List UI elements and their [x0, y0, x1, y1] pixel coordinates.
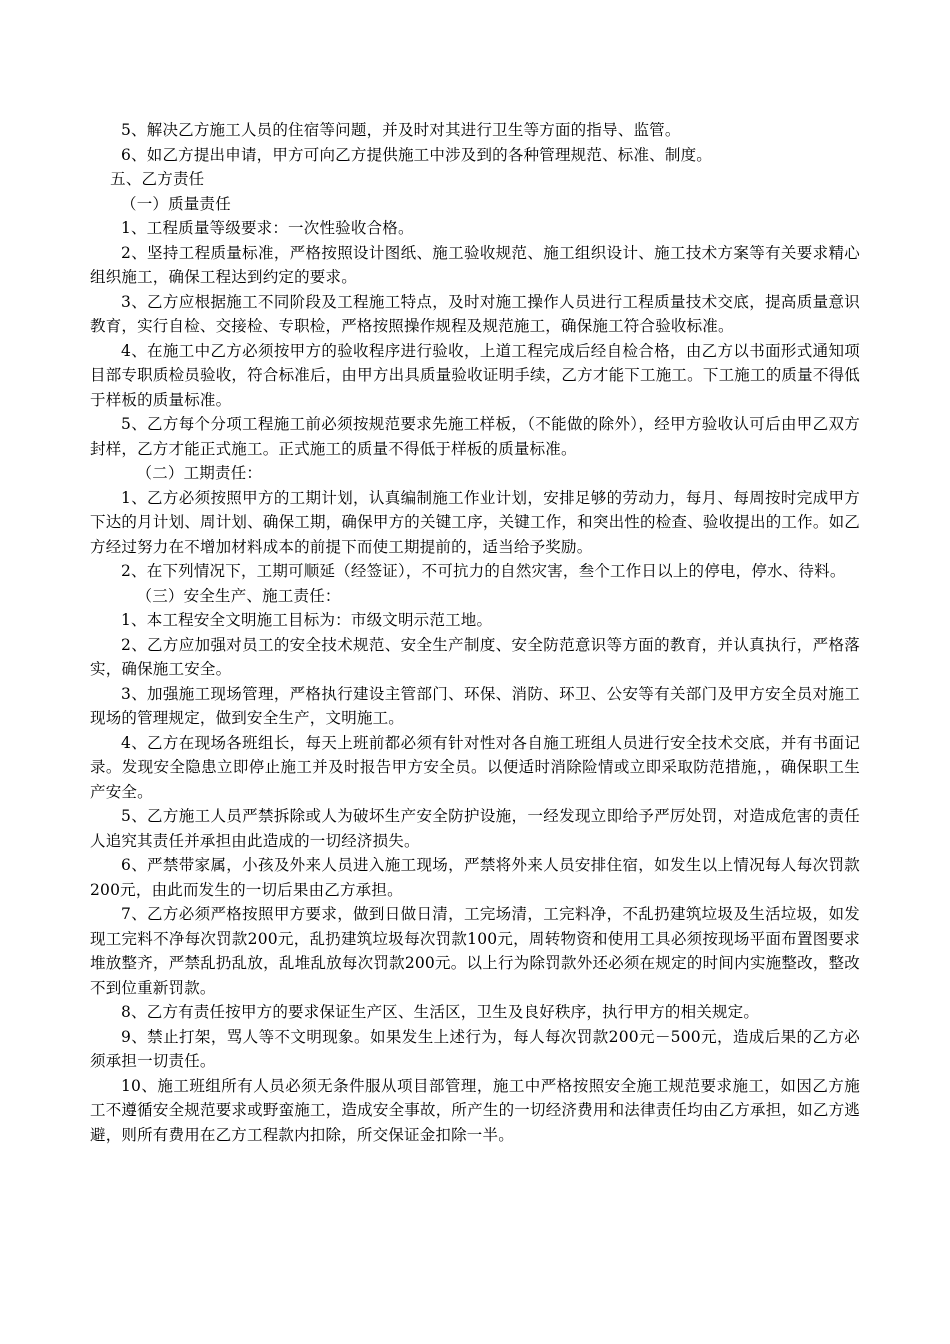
paragraph: 8、乙方有责任按甲方的要求保证生产区、生活区，卫生及良好秩序，执行甲方的相关规定。 [121, 1003, 760, 1021]
subsection-heading: （二）工期责任： [136, 464, 263, 482]
subsection-heading: （三）安全生产、施工责任： [136, 586, 341, 605]
paragraph: 2、坚持工程质量标准，严格按照设计图纸、施工验收规范、施工组织设计、施工技术方案等有关要求精心组织施工，确保工程达到约定的要求。 [90, 243, 860, 286]
paragraph: 1、工程质量等级要求：一次性验收合格。 [121, 219, 414, 237]
paragraph: 4、乙方在现场各班组长，每天上班前都必须有针对性对各自施工班组人员进行安全技术交底，并有书面记录。发现安全隐患立即停止施工并及时报告甲方安全员。以便适时消除险情或立即采取防范措施，，确保职工生产安全。 [90, 733, 860, 801]
paragraph: 4、在施工中乙方必须按甲方的验收程序进行验收，上道工程完成后经自检合格，由乙方以书面形式通知项目部专职质检员验收，符合标准后，由甲方出具质量验收证明手续，乙方才能下工施工。下工施工的质量不得低于样板的质量标准。 [90, 341, 860, 409]
paragraph: 2、乙方应加强对员工的安全技术规范、安全生产制度、安全防范意识等方面的教育，并认真执行，严格落实，确保施工安全。 [90, 635, 860, 678]
paragraph: 6、严禁带家属，小孩及外来人员进入施工现场，严禁将外来人员安排住宿，如发生以上情况每人每次罚款200元，由此而发生的一切后果由乙方承担。 [90, 856, 860, 899]
paragraph: 6、如乙方提出申请，甲方可向乙方提供施工中涉及到的各种管理规范、标准、制度。 [121, 145, 712, 164]
paragraph: 5、乙方每个分项工程施工前必须按规范要求先施工样板，（不能做的除外），经甲方验收认可后由甲乙双方封样，乙方才能正式施工。正式施工的质量不得低于样板的质量标准。 [90, 415, 860, 458]
paragraph: 1、乙方必须按照甲方的工期计划，认真编制施工作业计划，安排足够的劳动力，每月、每周按时完成甲方下达的月计划、周计划、确保工期，确保甲方的关键工序，关键工作，和突出性的检查、验收提出的工作。如乙方经过努力在不增加材料成本的前提下而使工期提前的，适当给予奖励。 [90, 488, 860, 556]
document-body [90, 118, 860, 1147]
paragraph: 3、乙方应根据施工不同阶段及工程施工特点，及时对施工操作人员进行工程质量技术交底，提高质量意识教育，实行自检、交接检、专职检，严格按照操作规程及规范施工，确保施工符合验收标准。 [90, 292, 860, 335]
paragraph: 2、在下列情况下，工期可顺延（经签证），不可抗力的自然灾害，叁个工作日以上的停电，停水、待料。 [121, 562, 846, 580]
paragraph: 9、禁止打架，骂人等不文明现象。如果发生上述行为，每人每次罚款200元－500元，造成后果的乙方必须承担一切责任。 [90, 1027, 860, 1070]
section-heading: 五、乙方责任 [110, 170, 205, 188]
paragraph: 10、施工班组所有人员必须无条件服从项目部管理，施工中严格按照安全施工规范要求施工，如因乙方施工不遵循安全规范要求或野蛮施工，造成安全事故，所产生的一切经济费用和法律责任均由乙方承担，如乙方逃避，则所有费用在乙方工程款内扣除，所交保证金扣除一半。 [90, 1076, 860, 1144]
paragraph: 1、本工程安全文明施工目标为：市级文明示范工地。 [121, 611, 493, 629]
paragraph: 5、乙方施工人员严禁拆除或人为破坏生产安全防护设施，一经发现立即给予严厉处罚，对造成危害的责任人追究其责任并承担由此造成的一切经济损失。 [90, 807, 860, 850]
paragraph: 5、解决乙方施工人员的住宿等问题，并及时对其进行卫生等方面的指导、监管。 [121, 121, 681, 139]
paragraph: 3、加强施工现场管理，严格执行建设主管部门、环保、消防、环卫、公安等有关部门及甲方安全员对施工现场的管理规定，做到安全生产，文明施工。 [90, 684, 860, 727]
subsection-heading: （一）质量责任 [121, 194, 231, 213]
paragraph: 7、乙方必须严格按照甲方要求，做到日做日清，工完场清，工完料净，不乱扔建筑垃圾及生活垃圾，如发现工完料不净每次罚款200元，乱扔建筑垃圾每次罚款100元，周转物资和使用工具必须按现场平面布置图要求堆放整齐，严禁乱扔乱放，乱堆乱放每次罚款200元。以上行为除罚款外还必须在规定的时间内实施整改，整改不到位重新罚款。 [90, 905, 860, 997]
